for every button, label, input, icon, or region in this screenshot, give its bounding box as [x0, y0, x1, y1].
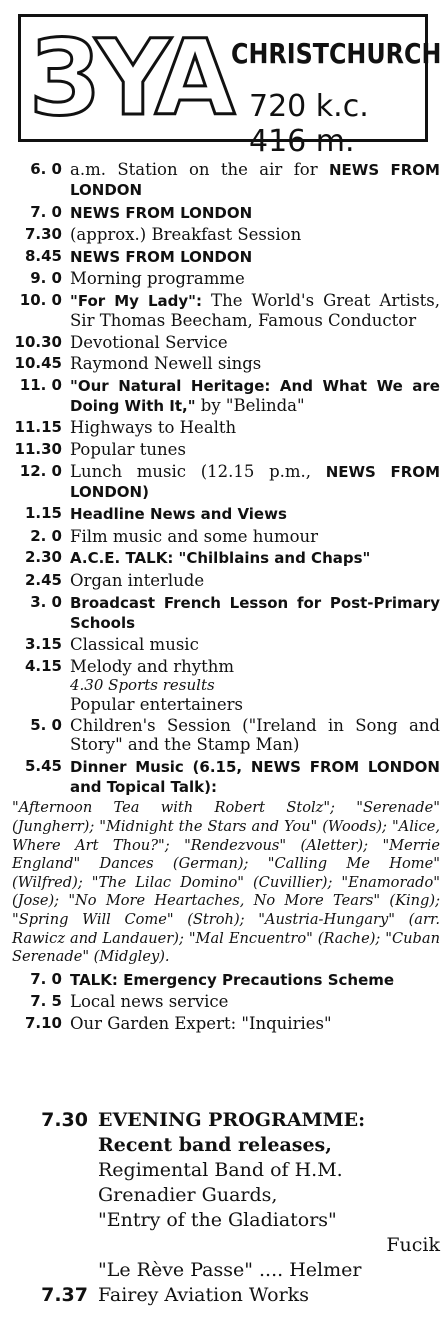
schedule-subitem: 4.30 Sports results [70, 675, 215, 694]
schedule-description [70, 657, 448, 714]
schedule-row [0, 757, 448, 797]
schedule-description [70, 247, 448, 267]
schedule-row [0, 269, 448, 288]
dinner-music-list: "Afternoon Tea with Robert Stolz"; "Serenade" (Jungherr); "Midnight the Stars and You" (Woods); "Alice, Where Art Thou?"; "Rendezvous" (Aletter); "Merrie England" Dances (German); "Calling Me Home" (Wilfred); "The Lilac Domino" (Cuvillier); "Enamorado" (Jose); "No More Heartaches, No More Tears" (King); "Spring Will Come" (Stroh); "Austria-Hungary" (arr. Rawicz and Landauer); "Mal Encuentro" (Rache); "Cuban Serenade" (Midgley). [12, 799, 440, 966]
schedule-description [70, 504, 448, 524]
schedule-time: 7. 0 [30, 202, 62, 221]
schedule-time: 12. 0 [19, 461, 62, 480]
schedule-time: 5. 0 [30, 716, 62, 735]
schedule-description [70, 225, 448, 244]
station-frequency: 720 k.c. 416 m. [249, 89, 369, 159]
schedule-time: 1.15 [24, 504, 62, 523]
schedule-text: Our Garden Expert: "Inquiries" [70, 1014, 332, 1033]
evening-line: Fairey Aviation Works [98, 1284, 309, 1306]
schedule-description [70, 291, 448, 330]
evening-heading: EVENING PROGRAMME: [98, 1109, 366, 1131]
schedule-text: Organ interlude [70, 570, 205, 590]
schedule-text: Classical music [70, 635, 199, 655]
schedule-row [0, 716, 448, 754]
schedule-time: 5.45 [24, 756, 62, 775]
schedule-subitem: Popular entertainers [70, 694, 243, 714]
schedule-time: 2.30 [24, 548, 62, 567]
evening-programme [0, 1108, 448, 1308]
evening-time: 7.37 [41, 1284, 88, 1306]
schedule-description [70, 376, 448, 416]
schedule-description [70, 593, 448, 633]
schedule-time: 9. 0 [30, 269, 62, 288]
evening-line: Regimental Band of H.M. Grenadier Guards, [98, 1159, 343, 1206]
schedule-text: by "Belinda" [195, 395, 305, 415]
schedule-description [70, 571, 448, 590]
schedule-description [70, 635, 448, 654]
schedule-row [0, 970, 448, 990]
schedule-text: Film music and some humour [70, 526, 319, 546]
schedule-text: Highways to Health [70, 418, 237, 438]
schedule-description [70, 527, 448, 546]
schedule-row [0, 291, 448, 330]
schedule-description [70, 418, 448, 437]
schedule-description [70, 462, 448, 502]
schedule-time: 3. 0 [30, 592, 62, 611]
schedule-row [0, 418, 448, 437]
schedule-row [0, 527, 448, 546]
schedule-description [70, 269, 448, 288]
schedule-description [70, 354, 448, 373]
evening-line: "Entry of the Gladiators" [98, 1209, 337, 1231]
schedule-time: 10. 0 [19, 290, 62, 309]
schedule-time: 11.30 [14, 439, 62, 458]
schedule-description [70, 203, 448, 223]
schedule-bold-text: NEWS FROM LONDON [70, 161, 440, 199]
evening-time: 7.30 [41, 1109, 88, 1131]
schedule-description [70, 333, 448, 352]
schedule-text: (approx.) Breakfast Session [70, 225, 302, 245]
evening-line: "Le Rève Passe" .... Helmer [98, 1259, 362, 1281]
schedule-description [70, 970, 448, 990]
schedule-text: Children's Session ("Ireland in Song and Story" and the Stamp Man) [70, 716, 440, 755]
schedule-row [0, 333, 448, 352]
schedule-bold-text: NEWS FROM LONDON) [70, 462, 440, 501]
schedule-time: 11. 0 [19, 375, 62, 394]
schedule-time: 7. 5 [30, 992, 62, 1011]
schedule-text: Popular tunes [70, 439, 186, 459]
schedule-bold-text: Dinner Music (6.15, NEWS FROM LONDON and Topical Talk): [70, 757, 440, 796]
schedule-time: 2.45 [24, 570, 62, 589]
schedule-description [70, 440, 448, 459]
schedule-time: 4.15 [24, 656, 62, 675]
schedule-bold-text: A.C.E. TALK: "Chilblains and Chaps" [70, 549, 371, 568]
schedule-time: 10.30 [14, 332, 62, 351]
schedule-time: 7.30 [24, 225, 62, 244]
callsign-logo: 3YA [29, 17, 230, 139]
schedule-description [70, 992, 448, 1011]
station-city: CHRISTCHURCH [231, 37, 442, 70]
schedule-time: 8.45 [24, 246, 62, 265]
schedule-description [70, 548, 448, 568]
schedule-row [0, 354, 448, 373]
schedule-description [70, 757, 448, 797]
schedule-row [0, 548, 448, 568]
schedule-time: 6. 0 [30, 160, 62, 178]
schedule-text: Local news service [70, 992, 229, 1012]
schedule-description [70, 160, 448, 200]
schedule-time: 7. 0 [30, 969, 62, 988]
schedule-row [0, 376, 448, 416]
schedule-text: Devotional Service [70, 332, 228, 352]
schedule-bold-text: "For My Lady": [70, 291, 202, 310]
station-header [18, 14, 442, 159]
schedule-bold-text: TALK: Emergency Precautions Scheme [70, 970, 395, 989]
schedule-bold-text: Headline News and Views [70, 505, 287, 524]
schedule-row [0, 203, 448, 223]
schedule-bold-text: NEWS FROM LONDON [70, 203, 253, 222]
schedule-text: Raymond Newell sings [70, 354, 262, 374]
schedule-row [0, 1014, 448, 1033]
schedule-row [0, 247, 448, 267]
schedule-bold-text: "Our Natural Heritage: And What We are Doing With It," [70, 376, 440, 415]
schedule-text: Morning programme [70, 269, 245, 289]
schedule-row [0, 462, 448, 502]
schedule-time: 11.15 [14, 418, 62, 437]
schedule-row [0, 571, 448, 590]
schedule-row [0, 657, 448, 714]
schedule-row [0, 992, 448, 1011]
schedule-bold-text: NEWS FROM LONDON [70, 247, 253, 266]
schedule-text: Melody and rhythm [70, 656, 235, 676]
schedule-time: 2. 0 [30, 526, 62, 545]
schedule-text: Lunch music (12.15 p.m., [70, 461, 326, 481]
evening-line: Recent band releases, [98, 1134, 332, 1156]
schedule-row [0, 635, 448, 654]
schedule-row [0, 225, 448, 244]
schedule-description [70, 716, 448, 754]
schedule-description [70, 1014, 448, 1033]
schedule-time: 7.10 [24, 1014, 62, 1032]
schedule-row [0, 593, 448, 633]
schedule-row [0, 504, 448, 524]
evening-composer: Fucik [386, 1234, 440, 1256]
schedule-time: 3.15 [24, 635, 62, 654]
schedule-time: 10.45 [14, 354, 62, 373]
schedule-bold-text: Broadcast French Lesson for Post-Primary Schools [70, 593, 440, 632]
schedule-text: a.m. Station on the air for [70, 160, 329, 179]
schedule-row [0, 160, 448, 200]
schedule-text: The World's Great Artists, Sir Thomas Beecham, Famous Conductor [70, 290, 440, 330]
schedule-list [0, 160, 448, 1036]
schedule-row [0, 440, 448, 459]
